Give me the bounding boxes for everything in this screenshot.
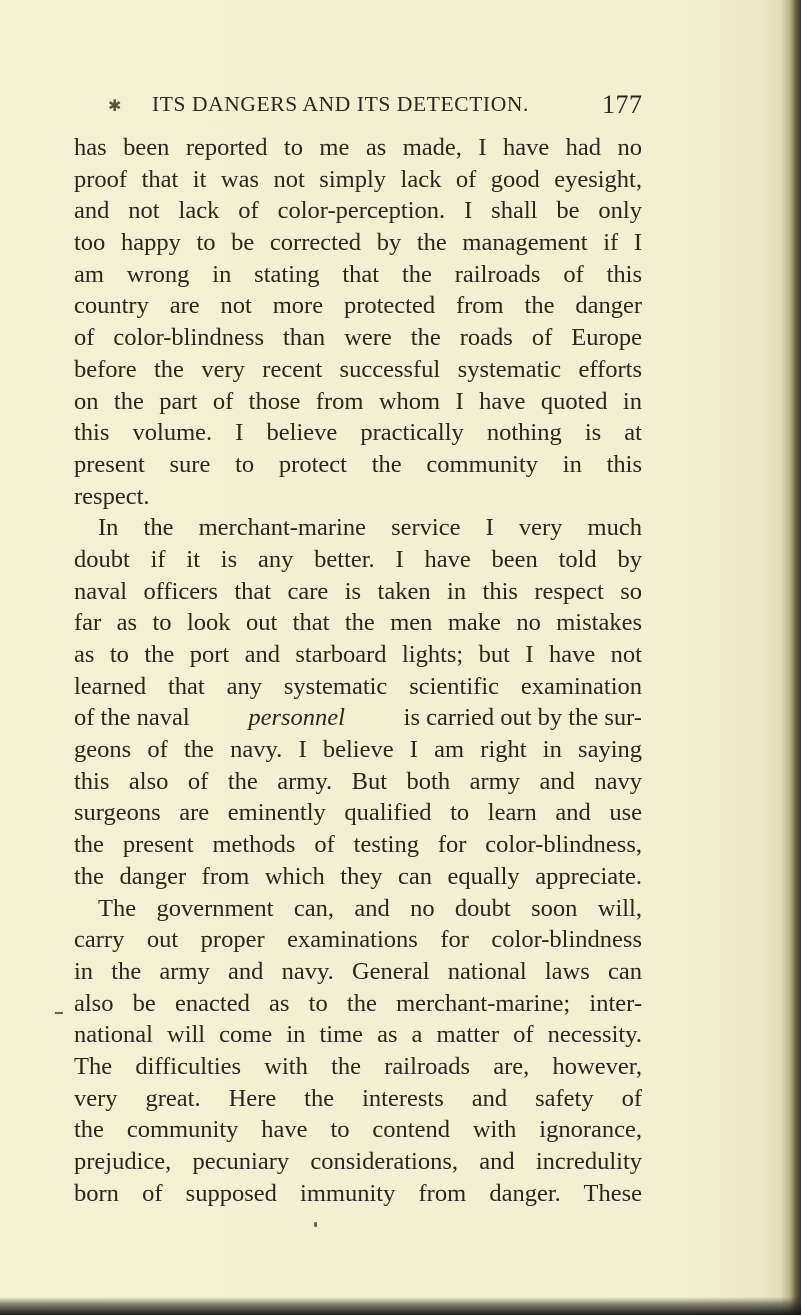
text-line: also be enacted as to the merchant-marine; inter- xyxy=(74,989,642,1017)
text-line: present sure to protect the community in this xyxy=(74,450,642,478)
text-line: the danger from which they can equally appreciate. xyxy=(74,862,642,890)
text-line: as to the port and starboard lights; but I have not xyxy=(74,641,642,668)
page-gutter-shadow xyxy=(781,0,801,1315)
margin-dash xyxy=(55,1012,63,1014)
text-line: before the very recent successful systematic efforts xyxy=(74,355,642,383)
text-line: learned that any systematic scientific examination xyxy=(74,672,642,700)
text-line: too happy to be corrected by the management if I xyxy=(74,229,642,257)
text-line: doubt if it is any better. I have been told by xyxy=(74,545,642,573)
text-line: born of supposed immunity from danger. These xyxy=(74,1179,642,1207)
text-line: and not lack of color-perception. I shall be only xyxy=(74,197,642,225)
text-line: this volume. I believe practically nothing is at xyxy=(74,419,642,447)
text-line: far as to look out that the men make no mistakes xyxy=(74,609,642,637)
text-segment: is carried out by the sur- xyxy=(403,704,642,732)
paper-speck xyxy=(314,1222,317,1227)
text-line: in the army and navy. General national laws can xyxy=(74,957,642,985)
text-line-mixed xyxy=(74,702,642,734)
page-number: 177 xyxy=(602,90,643,119)
text-line: surgeons are eminently qualified to learn and use xyxy=(74,799,642,827)
text-line: naval officers that care is taken in this respect so xyxy=(74,577,642,605)
text-line: respect. xyxy=(74,482,150,510)
page-header xyxy=(140,92,660,126)
text-line: carry out proper examinations for color-blindness xyxy=(74,926,642,954)
text-line: the community have to contend with ignorance, xyxy=(74,1116,642,1144)
text-line: geons of the navy. I believe I am right in saying xyxy=(74,736,642,764)
text-line: of color-blindness than were the roads of Europe xyxy=(74,324,642,352)
body-text xyxy=(74,132,642,1209)
text-line: country are not more protected from the danger xyxy=(74,292,642,320)
italic-term: personnel xyxy=(248,704,345,732)
text-line: has been reported to me as made, I have had no xyxy=(74,134,642,161)
text-line: The difficulties with the railroads are, however, xyxy=(74,1052,642,1080)
text-line: In the merchant-marine service I very much xyxy=(98,514,642,542)
text-line: proof that it was not simply lack of good eyesight, xyxy=(74,165,642,193)
text-line: the present methods of testing for color-blindness, xyxy=(74,831,642,859)
margin-mark-icon: ✱ xyxy=(108,96,122,115)
page-bottom-edge xyxy=(0,1297,801,1315)
text-line: on the part of those from whom I have quoted in xyxy=(74,387,642,415)
text-segment: of the naval xyxy=(74,704,190,732)
text-line: very great. Here the interests and safety of xyxy=(74,1084,642,1112)
text-line: national will come in time as a matter of necessity. xyxy=(74,1021,642,1049)
running-head: ITS DANGERS AND ITS DETECTION. xyxy=(152,92,529,116)
text-line: this also of the army. But both army and navy xyxy=(74,767,642,795)
text-line: The government can, and no doubt soon will, xyxy=(98,894,642,922)
text-line: prejudice, pecuniary considerations, and incredulity xyxy=(74,1148,642,1175)
text-line: am wrong in stating that the railroads of this xyxy=(74,260,642,288)
